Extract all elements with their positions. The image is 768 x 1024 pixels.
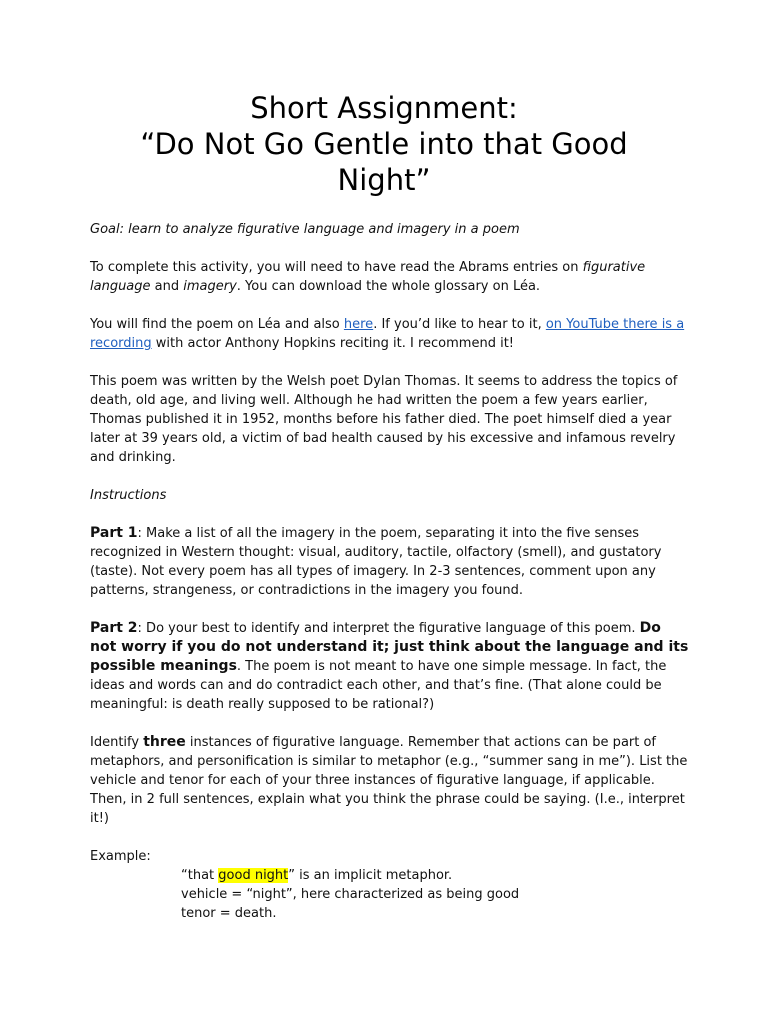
intro-paragraph-reading <box>90 258 690 296</box>
part-2-paragraph <box>90 619 690 714</box>
document-body <box>90 220 690 923</box>
intro-text: . You can download the whole glossary on Léa. <box>236 279 541 294</box>
example-line-1 <box>90 866 690 885</box>
title-line-2: “Do Not Go Gentle into that Good <box>140 127 628 161</box>
part-1-text: : Make a list of all the imagery in the poem, separating it into the five senses recognized in Western thought: visual, auditory, tactile, olfactory (smell), and gustatory (taste). Not every poem has all types of imagery. In 2-3 sentences, comment upon any patterns, strangeness, or contradictions in the imagery you found. <box>90 526 662 598</box>
document-title <box>60 90 708 198</box>
intro-text: with actor Anthony Hopkins reciting it. I recommend it! <box>151 336 514 351</box>
term-figurative-language: figurative language <box>90 260 646 294</box>
poem-link[interactable]: here <box>343 317 374 332</box>
example-line-2: vehicle = “night”, here characterized as being good <box>181 887 520 902</box>
intro-paragraph-poem <box>90 315 690 353</box>
title-line-1: Short Assignment: <box>250 91 518 125</box>
highlighted-phrase: good night <box>218 868 289 883</box>
intro-text: and <box>150 279 184 294</box>
term-imagery: imagery <box>183 279 237 294</box>
example-text: ” is an implicit metaphor. <box>288 868 453 883</box>
example-label: Example: <box>90 849 151 864</box>
identify-paragraph <box>90 733 690 828</box>
part-2-emphasis: Do not worry if you do not understand it; just think about the language and its possible meanings <box>90 620 689 674</box>
example-text: “that <box>181 868 219 883</box>
intro-text: . If you’d like to hear to it, <box>373 317 546 332</box>
youtube-recording-link[interactable]: on YouTube there is a recording <box>90 317 685 351</box>
example-line-3: tenor = death. <box>181 906 277 921</box>
goal-statement: Goal: learn to analyze figurative language and imagery in a poem <box>90 222 520 237</box>
title-line-3: Night” <box>337 163 431 197</box>
instructions-heading: Instructions <box>90 488 167 503</box>
background-paragraph: This poem was written by the Welsh poet Dylan Thomas. It seems to address the topics of death, old age, and living well. Although he had written the poem a few years earlier, Thomas published it in 1952, months before his father died. The poet himself died a year later at 39 years old, a victim of bad health caused by his excessive and infamous revelry and drinking. <box>90 374 678 465</box>
identify-text: instances of figurative language. Remember that actions can be part of metaphors, and personification is similar to metaphor (e.g., “summer sang in me”). List the vehicle and tenor for each of your three instances of figurative language, if applicable. <box>90 735 688 788</box>
part-2-label: Part 2 <box>90 620 138 636</box>
example-block <box>90 847 690 923</box>
intro-text: To complete this activity, you will need to have read the Abrams entries on <box>90 260 583 275</box>
intro-text: You will find the poem on Léa and also <box>90 317 344 332</box>
part-1-paragraph <box>90 524 690 600</box>
identify-text: Identify <box>90 735 144 750</box>
identify-emphasis: three <box>143 734 186 750</box>
part-2-text: : Do your best to identify and interpret the figurative language of this poem. <box>137 621 640 636</box>
identify-text-interpret: Then, in 2 full sentences, explain what you think the phrase could be saying. (I.e., interpret it!) <box>90 792 685 826</box>
part-1-label: Part 1 <box>90 525 138 541</box>
part-2-text: . The poem is not meant to have one simple message. In fact, the ideas and words can and do contradict each other, and that’s fine. (That alone could be meaningful: is death really supposed to be rational?) <box>90 659 667 712</box>
